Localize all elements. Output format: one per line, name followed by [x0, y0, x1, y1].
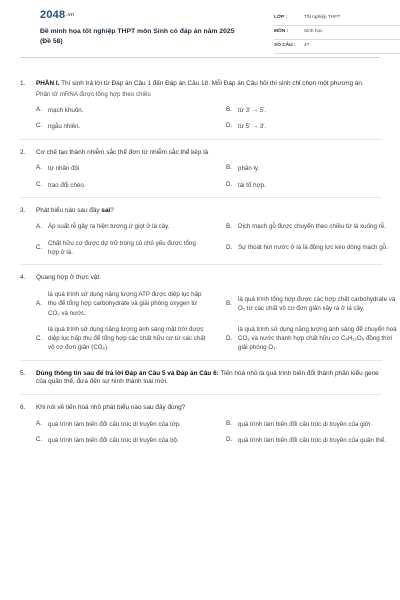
question-text: Quang hợp ở thực vật: — [36, 274, 101, 282]
answer-options — [36, 420, 386, 446]
document-title: Đề minh họa tốt nghiệp THPT môn Sinh có đáp án năm 2025 (Đề 58) — [40, 28, 235, 45]
option-letter: B. — [226, 420, 232, 428]
logo-suffix: .vn — [66, 11, 75, 18]
question-text: Khi nói về tiến hoá nhỏ phát biểu nào sau đây đúng? — [36, 404, 186, 412]
option-text: quá trình làm biến đổi cấu trúc di truyền của quần thể. — [238, 437, 386, 444]
meta-label: MÔN : — [274, 29, 289, 35]
answer-option[interactable] — [226, 325, 398, 353]
meta-label: LỚP : — [274, 15, 288, 21]
answer-option[interactable] — [226, 164, 398, 173]
option-letter: B. — [226, 106, 232, 113]
option-letter: C. — [36, 334, 43, 342]
logo-text: 2048 — [40, 9, 66, 21]
question-number: 5. — [20, 369, 26, 377]
option-text: là quá trình sử dụng năng lượng ATP được diệp lục hấp thụ để tổng hợp carbohydrate và giải phóng oxygen từ CO₂ và nước. — [48, 291, 202, 317]
meta-row-subject — [274, 26, 400, 40]
option-text: quá trình làm biến đổi cấu trúc di truyền của giới. — [238, 420, 373, 428]
option-text: mạch khuôn. — [48, 107, 84, 114]
question-text — [36, 80, 382, 89]
option-text: tái tổ hợp. — [238, 181, 266, 189]
site-logo[interactable] — [40, 8, 74, 23]
answer-option[interactable] — [36, 239, 208, 258]
answer-options — [36, 222, 388, 257]
option-letter: B. — [226, 164, 232, 172]
option-text: phân ly. — [238, 165, 260, 173]
answer-option[interactable] — [226, 290, 398, 318]
question-number: 1. — [20, 80, 26, 87]
answer-option[interactable] — [36, 436, 208, 445]
option-text: trao đổi chéo. — [48, 181, 86, 189]
question-item — [20, 404, 386, 452]
answer-option[interactable] — [36, 325, 208, 353]
question-text — [36, 207, 382, 216]
option-text: từ 5' → 3'. — [238, 123, 267, 131]
option-letter: A. — [36, 420, 42, 428]
answer-option[interactable] — [36, 164, 208, 173]
answer-option[interactable] — [36, 106, 208, 115]
option-text: quá trình làm biến đổi cấu trúc di truyền của bộ. — [48, 437, 179, 444]
question-instruction: Dùng thông tin sau để trả lời Đáp án Câu 5 và Đáp án Câu 6: — [36, 369, 219, 377]
answer-option[interactable] — [36, 290, 208, 318]
question-instruction: Thí sinh trả lời từ Đáp án Câu 1 đến Đáp án Câu 18. Mỗi Đáp án Câu hỏi thí sinh chỉ chọn một phương án. — [59, 80, 364, 87]
option-letter: D. — [226, 180, 233, 188]
page-header — [20, 0, 380, 58]
answer-option[interactable] — [226, 122, 398, 131]
question-list — [20, 80, 397, 461]
answer-option[interactable] — [226, 436, 398, 445]
option-letter: A. — [36, 222, 42, 230]
question-text: Cơ chế tạo thành nhiễm sắc thể đơn từ nhiễm sắc thể kép là — [36, 148, 209, 156]
answer-option[interactable] — [226, 420, 398, 429]
question-number: 6. — [20, 404, 26, 412]
option-letter: C. — [36, 243, 43, 251]
question-emphasis: sai — [101, 206, 111, 214]
meta-row-count — [274, 40, 400, 54]
meta-value: Sinh học — [304, 29, 323, 35]
answer-option[interactable] — [36, 122, 208, 131]
question-stem: Phát biểu nào sau đây — [36, 206, 102, 214]
meta-label: SỐ CÂU : — [274, 43, 296, 49]
answer-option[interactable] — [226, 239, 398, 258]
question-stem: Phân tử mRNA được tổng hợp theo chiều — [36, 90, 151, 98]
option-letter: C. — [36, 436, 43, 444]
option-letter: A. — [36, 299, 42, 307]
option-letter: D. — [226, 122, 233, 130]
answer-option[interactable] — [36, 222, 208, 231]
option-letter: C. — [36, 122, 43, 130]
question-item — [20, 80, 382, 140]
option-text: ngẫu nhiên. — [48, 123, 81, 131]
answer-option[interactable] — [36, 420, 208, 429]
question-section-label: PHẦN I. — [36, 80, 60, 87]
question-passage: Tiến hoá nhỏ là quá trình biến đổi thành phần kiểu gene của quần thể, đưa đến sự hình thành loài mới. — [36, 369, 379, 386]
option-text: là quá trình tổng hợp được các hợp chất carbohydrate và O₂ từ các chất vô cơ đơn giản xảy ra ở lá cây. — [238, 295, 396, 312]
option-text: Chất hữu cơ được dự trữ trong củ chủ yếu được tổng hợp ở lá. — [48, 239, 196, 257]
question-number: 3. — [20, 206, 26, 214]
option-text: quá trình làm biến đổi cấu trúc di truyền của lớp. — [48, 420, 181, 428]
answer-options — [36, 106, 382, 132]
question-mark: ? — [110, 206, 114, 214]
question-item — [20, 370, 382, 395]
answer-option[interactable] — [226, 181, 398, 190]
question-item — [20, 274, 397, 360]
answer-option[interactable] — [226, 222, 398, 231]
question-item — [20, 206, 388, 266]
answer-options — [36, 290, 397, 353]
question-text — [36, 370, 382, 387]
meta-value: 47 — [304, 43, 310, 49]
answer-option[interactable] — [36, 181, 208, 190]
exam-meta — [274, 12, 400, 54]
option-letter: D. — [226, 243, 233, 251]
meta-value: Tốt nghiệp THPT — [304, 15, 341, 21]
option-letter: D. — [226, 436, 233, 444]
option-text: Sự thoát hơi nước ở lá là động lực kéo dòng mạch gỗ. — [238, 244, 388, 252]
option-text: là quá trình sử dụng năng lượng ánh sáng mặt trời được diệp lục hấp thụ để tổng hợp các chất hữu cơ từ các chất vô cơ đơn giản (CO₂). — [48, 325, 206, 352]
option-text: tự nhân đôi — [48, 165, 80, 173]
meta-row-class — [274, 12, 400, 26]
option-letter: B. — [226, 299, 232, 307]
option-text: từ 3' → 5'. — [238, 107, 267, 114]
option-letter: A. — [36, 164, 42, 172]
answer-option[interactable] — [226, 106, 398, 115]
question-number: 2. — [20, 148, 26, 156]
option-letter: C. — [36, 180, 43, 188]
option-text: là quá trình sử dụng năng lượng ánh sáng để chuyển hoá CO₂ và nước thành hợp chất hữu cơ C₆H₁₂O₆ đồng thời giải phóng O₂. — [238, 325, 397, 352]
option-letter: A. — [36, 106, 42, 113]
option-letter: D. — [226, 334, 233, 342]
answer-options — [36, 164, 382, 190]
question-item — [20, 149, 382, 198]
option-letter: B. — [226, 222, 232, 230]
option-text: Dịch mạch gỗ được chuyển theo chiều từ lá xuống rễ. — [238, 223, 386, 231]
option-text: Áp suất rễ gây ra hiện tượng ứ giọt ở lá cây. — [48, 223, 170, 231]
question-number: 4. — [20, 274, 26, 282]
